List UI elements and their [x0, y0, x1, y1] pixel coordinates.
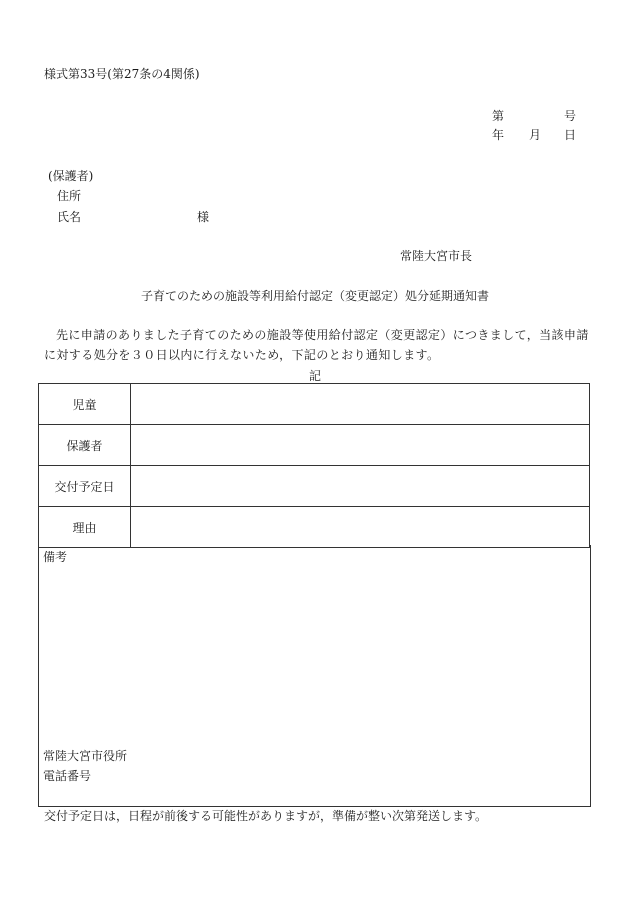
office-name: 常陸大宮市役所: [43, 749, 128, 763]
footnote: 交付予定日は，日程が前後する可能性がありますが，準備が整い次第発送します。: [44, 809, 488, 823]
detail-table: [38, 383, 590, 548]
doc-number-suffix: 号: [564, 109, 577, 123]
address-label: 住所: [57, 189, 82, 203]
date-day-label: 日: [564, 128, 577, 142]
ki-label: 記: [308, 369, 321, 383]
date-month-label: 月: [529, 128, 542, 142]
remarks-label: 備考: [43, 550, 68, 564]
row-value-delivery-date: [131, 466, 590, 507]
row-value-child: [131, 384, 590, 425]
name-label: 氏名: [57, 210, 82, 224]
form-number: 様式第33号(第27条の4関係): [44, 67, 200, 81]
row-label-child: 児童: [39, 384, 131, 425]
remarks-box: [38, 545, 591, 807]
row-value-reason: [131, 507, 590, 548]
table-row: [39, 425, 590, 466]
issuer-name: 常陸大宮市長: [400, 249, 473, 263]
body-text: 先に申請のありました子育てのための施設等使用給付認定（変更認定）につきまして，当該申請に対する処分を３０日以内に行えないため，下記のとおり通知します。: [44, 328, 589, 362]
phone-label: 電話番号: [43, 769, 92, 783]
honorific: 様: [197, 210, 210, 224]
table-row: [39, 384, 590, 425]
row-label-guardian: 保護者: [39, 425, 131, 466]
document-title: 子育てのための施設等利用給付認定（変更認定）処分延期通知書: [140, 289, 489, 303]
row-label-reason: 理由: [39, 507, 131, 548]
row-value-guardian: [131, 425, 590, 466]
table-row: [39, 466, 590, 507]
row-label-delivery-date: 交付予定日: [39, 466, 131, 507]
guardian-heading: (保護者): [48, 169, 94, 183]
doc-number-prefix: 第: [492, 109, 505, 123]
table-row: [39, 507, 590, 548]
date-year-label: 年: [492, 128, 505, 142]
